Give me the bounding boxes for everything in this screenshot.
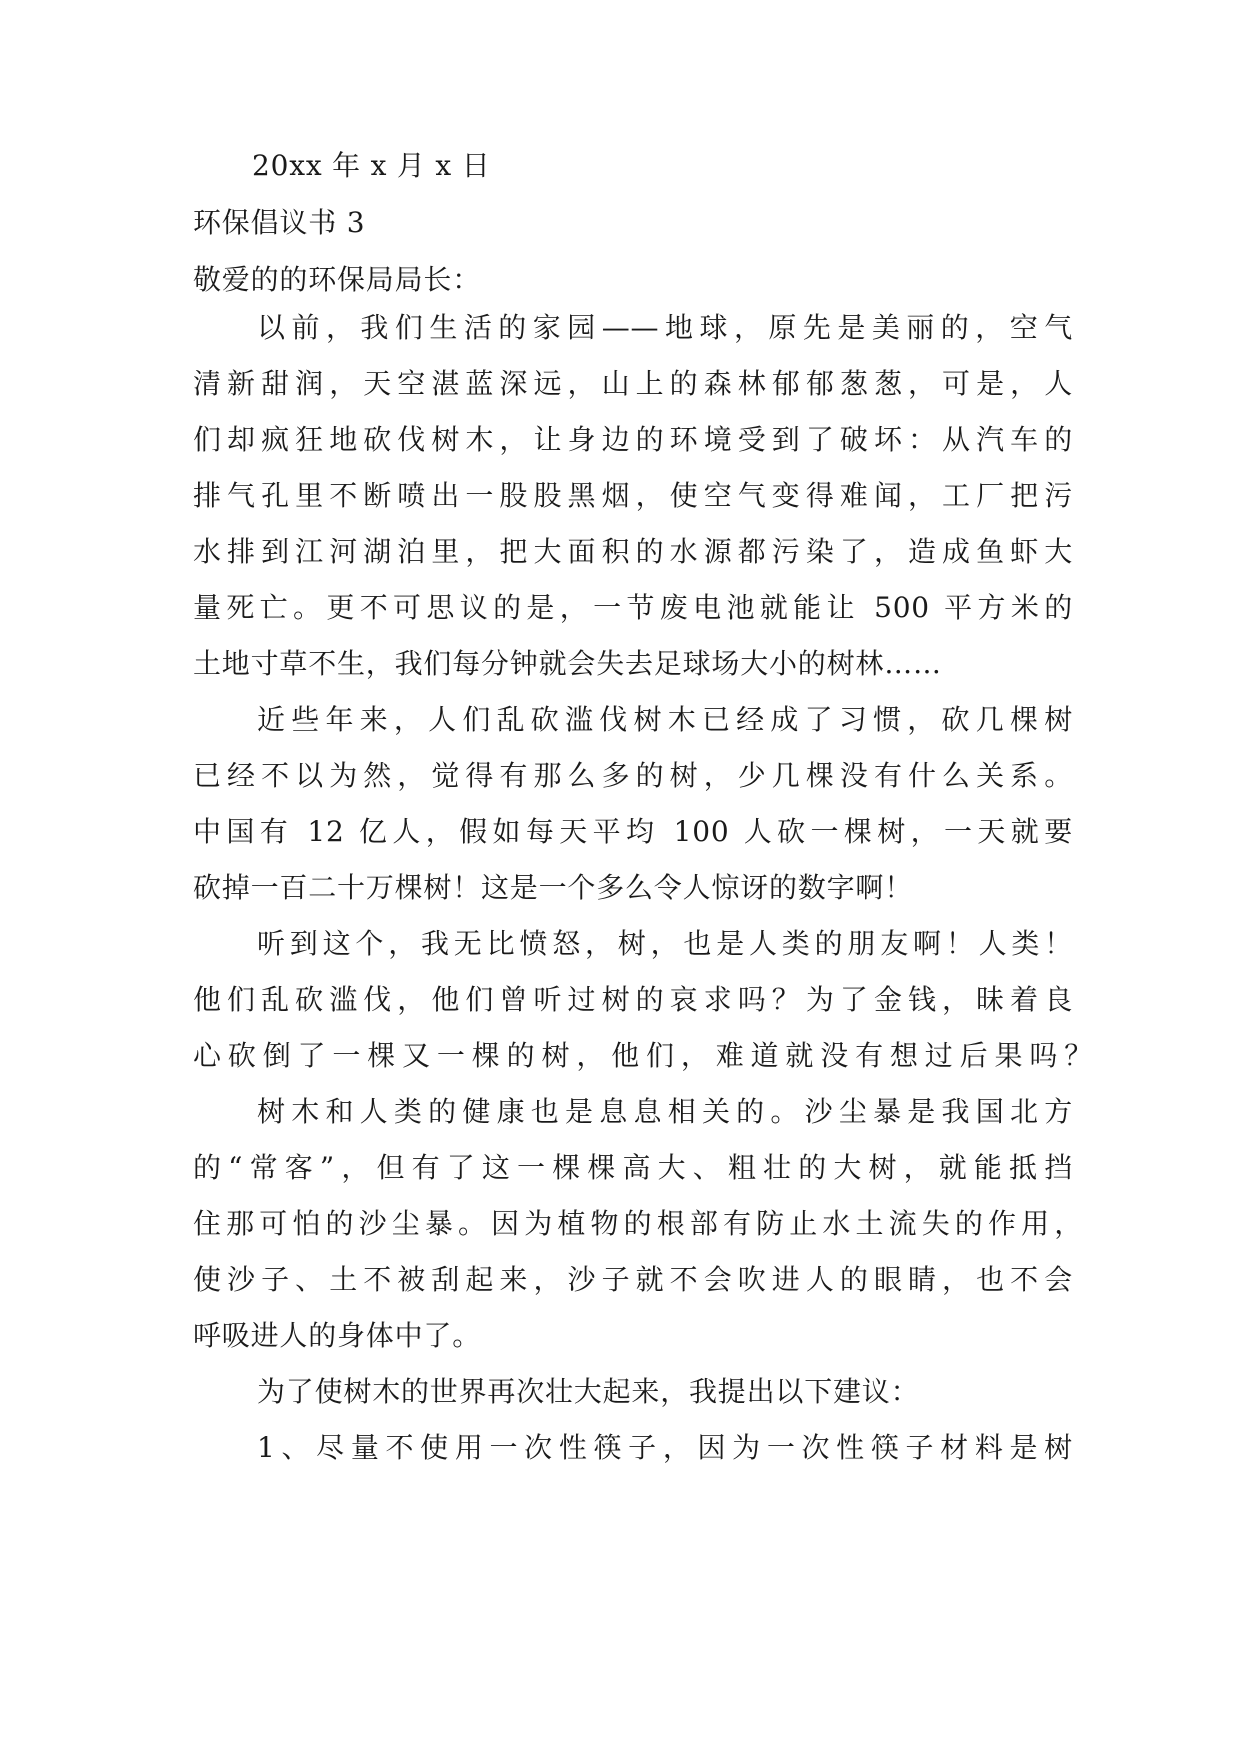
document-title: 环保倡议书 3 xyxy=(193,206,366,239)
body-line: 已经不以为然，觉得有那么多的树，少几棵没有什么关系。 xyxy=(193,759,1073,792)
body-line: 1、尽量不使用一次性筷子，因为一次性筷子材料是树 xyxy=(257,1431,1073,1464)
body-line: 近些年来，人们乱砍滥伐树木已经成了习惯，砍几棵树 xyxy=(257,703,1073,736)
body-line: 使沙子、土不被刮起来，沙子就不会吹进人的眼睛，也不会 xyxy=(193,1263,1073,1296)
body-line: 以前，我们生活的家园——地球，原先是美丽的，空气 xyxy=(257,311,1073,344)
body-line: 住那可怕的沙尘暴。因为植物的根部有防止水土流失的作用， xyxy=(193,1207,1083,1240)
body-line: 砍掉一百二十万棵树！这是一个多么令人惊讶的数字啊！ xyxy=(193,871,914,904)
body-line: 中国有 12 亿人，假如每天平均 100 人砍一棵树，一天就要 xyxy=(193,815,1073,848)
body-line: 排气孔里不断喷出一股股黑烟，使空气变得难闻，工厂把污 xyxy=(193,479,1073,512)
body-line: 量死亡。更不可思议的是，一节废电池就能让 500 平方米的 xyxy=(193,591,1073,624)
body-line: 他们乱砍滥伐，他们曾听过树的哀求吗？为了金钱，昧着良 xyxy=(193,983,1073,1016)
body-line: 听到这个，我无比愤怒，树，也是人类的朋友啊！人类！ xyxy=(257,927,1073,960)
body-line: 呼吸进人的身体中了。 xyxy=(193,1319,482,1352)
body-line: 们却疯狂地砍伐树木，让身边的环境受到了破坏：从汽车的 xyxy=(193,423,1073,456)
body-line: 水排到江河湖泊里，把大面积的水源都污染了，造成鱼虾大 xyxy=(193,535,1073,568)
body-line: 的“常客”，但有了这一棵棵高大、粗壮的大树，就能抵挡 xyxy=(193,1151,1073,1184)
body-line: 土地寸草不生，我们每分钟就会失去足球场大小的树林…… xyxy=(193,647,942,680)
body-line: 心砍倒了一棵又一棵的树，他们，难道就没有想过后果吗？ xyxy=(193,1039,1093,1072)
body-line: 为了使树木的世界再次壮大起来，我提出以下建议： xyxy=(257,1375,920,1408)
body-line: 树木和人类的健康也是息息相关的。沙尘暴是我国北方 xyxy=(257,1095,1073,1128)
document-date: 20xx 年 x 月 x 日 xyxy=(252,149,491,182)
body-line: 清新甜润，天空湛蓝深远，山上的森林郁郁葱葱，可是，人 xyxy=(193,367,1073,400)
salutation: 敬爱的的环保局局长： xyxy=(193,263,482,296)
